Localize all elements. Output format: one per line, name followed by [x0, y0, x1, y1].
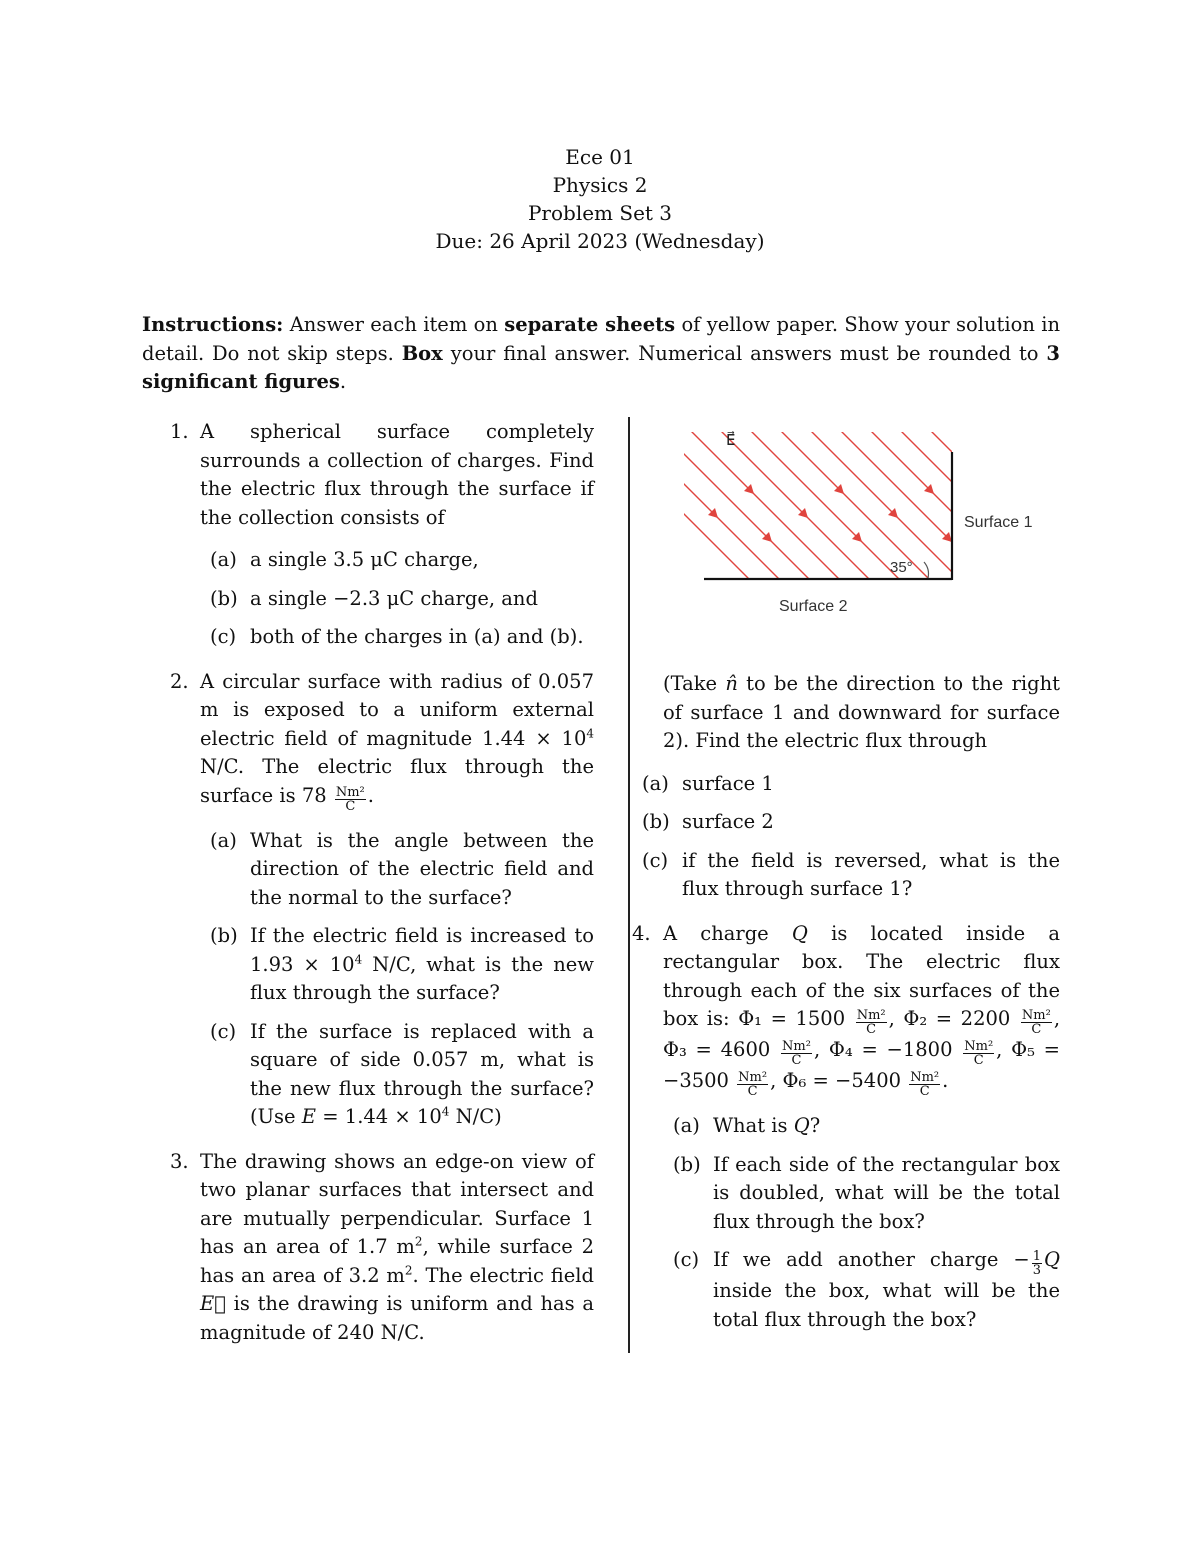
column-divider [628, 417, 630, 1353]
flux-value: Φ₁ = 1500 [738, 1007, 846, 1030]
field-line [684, 424, 794, 624]
subproblem-text: If the surface is replaced with a square of side 0.057 m, what is the new flux through the surface? (Use [250, 1019, 594, 1128]
exponent: 4 [586, 726, 594, 740]
instructions-text: of yellow paper. Show your solution in detail. Do not skip steps. [142, 313, 1061, 365]
flux-value: Φ₂ = 2200 [903, 1007, 1011, 1030]
instructions-emphasis: Box [401, 341, 443, 365]
field-line [774, 424, 974, 624]
subproblem-text: surface 2 [682, 810, 774, 833]
subproblem-text: surface 1 [682, 771, 774, 795]
fraction-denominator: C [973, 1053, 984, 1068]
problem-number: 2. [170, 669, 189, 693]
text-run: . The electric field [412, 1263, 594, 1287]
subproblem-c [632, 847, 1060, 904]
problem-4 [632, 920, 1060, 1335]
field-diagram [684, 424, 1064, 624]
unit-fraction [737, 1071, 768, 1098]
fraction-denominator: C [791, 1053, 802, 1068]
subproblem-label: (c) [210, 1019, 237, 1043]
problem-set-title: Problem Set 3 [527, 201, 673, 225]
text-run: A charge [663, 921, 792, 945]
field-line [714, 424, 914, 624]
fraction-denominator: C [1031, 1022, 1042, 1037]
field-line [684, 424, 854, 624]
subproblem-text: both of the charges in (a) and (b). [250, 625, 584, 648]
subproblem-label: (c) [673, 1248, 700, 1271]
fraction-denominator: C [866, 1022, 877, 1037]
subproblem-text: a single −2.3 μC charge, and [250, 586, 538, 610]
subproblem-text: If the electric field is increased to 1.93 × 10 [250, 924, 594, 976]
problem-number: 3. [170, 1149, 189, 1173]
unit-fraction [909, 1071, 940, 1098]
subproblem-text: a single 3.5 μC charge, [250, 548, 479, 571]
text-run: N/C. The electric flux through the surface is 78 [200, 755, 594, 807]
fraction-numerator: Nm² [1021, 1008, 1051, 1023]
subproblem-text: What is [713, 1114, 794, 1137]
problem-text: A spherical surface completely surrounds a collection of charges. Find the electric flux through the surface if the collection consists of [200, 420, 594, 529]
fraction-numerator: Nm² [782, 1039, 811, 1054]
instructions-emphasis: separate sheets [504, 313, 676, 336]
text-run: The drawing shows an edge-on view of two planar surfaces that intersect and are mutually perpendicular. Surface 1 has an area of 1.7 m [200, 1149, 594, 1258]
fraction-numerator: Nm² [856, 1008, 886, 1023]
instructions-text: Answer each item on [283, 313, 505, 336]
subproblem-text: ? [809, 1114, 821, 1137]
field-vector-label: E⃗ [726, 432, 736, 449]
text-run: A circular surface with radius of 0.057 m is exposed to a uniform external electric field of magnitude 1.44 × 10 [200, 669, 594, 750]
math-variable: n̂ [725, 672, 738, 695]
surface-1-label: Surface 1 [964, 514, 1033, 531]
subproblem-b [200, 922, 594, 1008]
problem-1 [142, 418, 594, 652]
subproblem-text: What is the angle between the direction of the electric field and the normal to the surface? [250, 828, 594, 909]
text-run: (Take [663, 672, 726, 695]
subproblem-c [200, 623, 594, 652]
flux-value: Φ₃ = 4600 [663, 1038, 771, 1061]
problem-3-continued [632, 670, 1060, 904]
text-run: , while surface 2 has an area of 3.2 m [200, 1235, 594, 1287]
subproblem-text: if the field is reversed, what is the flux through surface 1? [682, 848, 1060, 900]
problem-text [200, 1148, 594, 1348]
subproblem-c [663, 1246, 1060, 1334]
fraction-numerator: Nm² [964, 1039, 994, 1054]
flux-value: Φ₅ = −3500 [663, 1038, 1061, 1092]
problem-number: 1. [170, 420, 189, 443]
unit-fraction [335, 786, 366, 813]
course-code: Ece 01 [565, 145, 635, 169]
text-run: . [367, 783, 374, 807]
fraction [1032, 1250, 1042, 1277]
problem-2 [142, 668, 594, 1132]
document-header [0, 143, 1200, 255]
unit-fraction [963, 1040, 994, 1067]
instructions-label: Instructions: [142, 313, 284, 336]
subproblem-label: (b) [210, 924, 238, 947]
subproblem-label: (b) [642, 810, 670, 833]
subproblem-label: (a) [642, 771, 669, 795]
subproblem-text: N/C, what is the new flux through the surface? [250, 952, 595, 1004]
subproblem-label: (b) [673, 1152, 701, 1176]
subproblem-a [632, 770, 1060, 799]
subproblem-label: (a) [210, 548, 237, 571]
subproblem-label: (b) [210, 586, 238, 610]
fraction-denominator: 3 [1032, 1263, 1041, 1278]
problem-text: A charge Q is located inside a rectangular box. The electric flux through each of the six surfaces of the box is: Φ₁ = 1500 $\frac{\text{Nm²}}{C}$ , Φ₂ = 2200 $\frac{\text{Nm²}}{C}$ , Φ₃ = 4600 $\frac{\text{Nm²}}{C}$ , Φ₄ = −1800 $\frac{\text{Nm²}}{C}$ , Φ₅ = −3500 $\frac{\text{Nm²}}{C}$ , Φ₆ = −5400 $\frac{\text{Nm²}}{C}$ . [663, 921, 1061, 1099]
subproblem-text: If we add another charge − [713, 1248, 1030, 1271]
subproblem-c [200, 1018, 594, 1132]
angle-label: 35° [890, 559, 913, 576]
instructions [142, 311, 1060, 397]
exponent: 2 [414, 1234, 423, 1249]
exponent: 4 [441, 1104, 450, 1119]
right-column [632, 670, 1060, 1350]
subproblem-b [663, 1151, 1060, 1237]
subproblem-text: inside the box, what will be the total flux through the box? [713, 1279, 1060, 1331]
math-variable: Q [1044, 1248, 1060, 1271]
subproblem-a [663, 1112, 1060, 1141]
fraction-numerator: Nm² [335, 784, 365, 800]
exponent: 4 [354, 952, 363, 966]
field-arrowhead [1032, 532, 1042, 542]
math-variable: E [301, 1105, 317, 1128]
due-date: Due: 26 April 2023 (Wednesday) [435, 229, 765, 253]
subproblem-text: If each side of the rectangular box is doubled, what will be the total flux through the box? [713, 1152, 1060, 1233]
problem-3 [142, 1148, 594, 1348]
fraction-numerator: Nm² [738, 1070, 768, 1085]
problem-number: 4. [632, 921, 651, 945]
subproblem-label: (a) [673, 1114, 700, 1137]
subproblem-label: (c) [210, 625, 237, 648]
text-run: is located inside a rectangular box. The electric flux through each of the six surfaces of the box is: [663, 921, 1060, 1030]
subproblem-text: N/C) [449, 1105, 502, 1128]
exponent: 2 [404, 1263, 413, 1277]
fraction-numerator: 1 [1032, 1249, 1041, 1264]
field-line [744, 424, 944, 624]
course-title: Physics 2 [552, 173, 648, 197]
fraction-numerator: Nm² [910, 1070, 940, 1085]
subproblem-a [200, 546, 594, 575]
math-variable: Q [793, 1114, 810, 1137]
left-column [142, 418, 594, 1363]
math-variable: Q [791, 921, 808, 945]
fraction-denominator: C [919, 1084, 930, 1099]
subproblem-a [200, 827, 594, 913]
subproblem-b [632, 808, 1060, 837]
unit-fraction [856, 1009, 887, 1036]
flux-value: Φ₆ = −5400 [782, 1069, 902, 1092]
field-line [684, 424, 884, 624]
text-run: is the drawing is uniform and has a magnitude of 240 N/C. [200, 1292, 594, 1344]
subproblem-text: = 1.44 × 10 [316, 1105, 442, 1128]
flux-value: Φ₄ = −1800 [828, 1038, 953, 1061]
text-run: to be the direction to the right of surface 1 and downward for surface 2). Find the electric flux through [663, 672, 1061, 752]
subproblem-label: (c) [642, 848, 669, 872]
instructions-emphasis: 3 significant figures [142, 341, 1060, 393]
instructions-text: . [339, 370, 347, 393]
subproblem-label: (a) [210, 828, 237, 852]
fraction-denominator: C [747, 1084, 758, 1099]
unit-fraction [1021, 1009, 1052, 1036]
problem-text [200, 668, 594, 813]
unit-fraction [781, 1040, 812, 1067]
instructions-text: your final answer. Numerical answers must be rounded to [442, 341, 1047, 365]
math-variable: E⃗ [200, 1292, 226, 1315]
fraction-denominator: C [345, 798, 356, 814]
subproblem-b [200, 585, 594, 614]
surface-2-label: Surface 2 [779, 598, 848, 615]
